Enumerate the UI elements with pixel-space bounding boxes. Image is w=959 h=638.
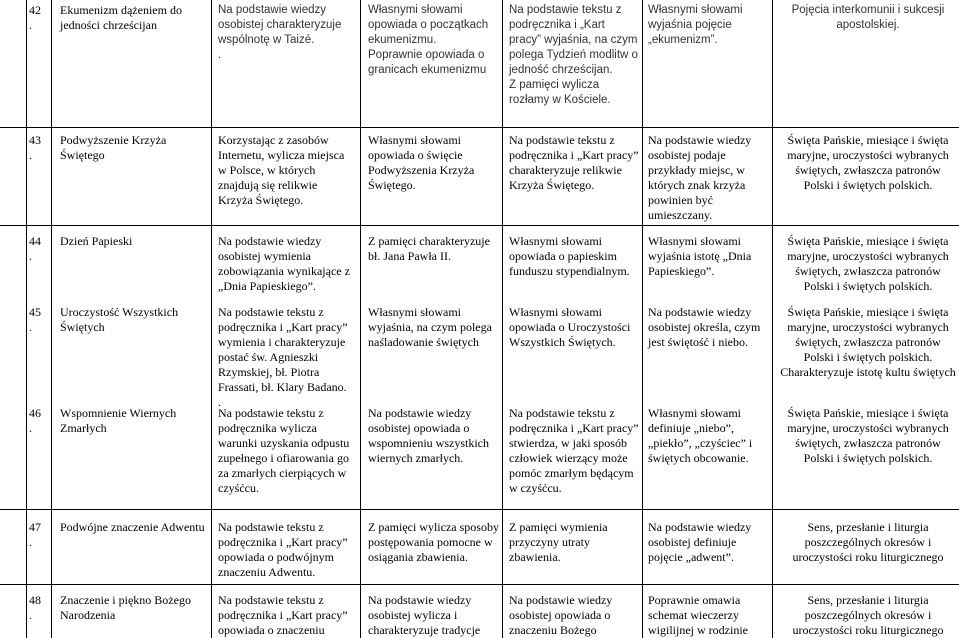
requirement-cell: Na podstawie wiedzy osobistej wylicza i charakteryzuje tradycje: [368, 593, 481, 637]
row-divider: [0, 584, 959, 585]
requirement-cell: Na podstawie tekstu z podręcznika i „Kart pracy” wymienia i charakteryzuje postać św. Agnieszki Rzymskiej, bł. Piotra Frassati, bł. Klary Badano. .: [218, 305, 348, 409]
requirement-cell: Własnymi słowami opowiada o początkach ekumenizmu. Poprawnie opowiada o granicach ekumenizmu: [368, 4, 489, 76]
requirement-cell: Własnymi słowami wyjaśnia, na czym polega naśladowanie świętych: [368, 305, 492, 349]
requirement-cell: Na podstawie wiedzy osobistej opowiada o wspomnieniu wszystkich wiernych zmarłych.: [368, 406, 489, 465]
requirement-cell: Na podstawie wiedzy osobistej określa, czym jest świętość i niebo.: [648, 305, 761, 349]
column-divider: [51, 0, 52, 638]
requirement-cell: Własnymi słowami opowiada o święcie Podwyższenia Krzyża Świętego.: [368, 133, 475, 192]
requirement-cell: Własnymi słowami opowiada o papieskim funduszu stypendialnym.: [509, 234, 630, 278]
requirement-cell: Na podstawie wiedzy osobistej podaje przykłady miejsc, w których znak krzyża powinien być umieszczany.: [648, 133, 752, 222]
column-divider: [26, 0, 27, 638]
lesson-number: 47 .: [29, 520, 41, 549]
requirement-cell: Z pamięci wymienia przyczyny utraty zbawienia.: [509, 520, 608, 564]
requirement-cell: Na podstawie wiedzy osobistej charakteryzuje wspólnotę w Taizé. .: [218, 4, 342, 61]
column-divider: [211, 0, 212, 638]
column-divider: [360, 0, 361, 638]
curriculum-content-cell: Święta Pańskie, miesiące i święta maryjne, uroczystości wybranych świętych, zwłaszcza patronów Polski i świętych polskich. Charakteryzuje istotę kultu świętych: [780, 305, 956, 379]
requirement-cell: Własnymi słowami wyjaśnia pojęcie „ekumenizm”.: [648, 4, 743, 46]
requirement-cell: Własnymi słowami opowiada o Uroczystości Wszystkich Świętych.: [509, 305, 631, 349]
lesson-topic: Podwyższenie Krzyża Świętego: [60, 133, 167, 162]
requirement-cell: Na podstawie tekstu z podręcznika i „Kart pracy” stwierdza, w jaki sposób człowiek wierzący może pomóc zmarłym będącym w czyśćcu.: [509, 406, 639, 495]
lesson-topic: Ekumenizm dążeniem do jedności chrześcijan: [60, 3, 182, 32]
lesson-number: 42 .: [29, 3, 41, 32]
requirement-cell: Poprawnie omawia schemat wieczerzy wigilijnej w rodzinie: [648, 593, 748, 637]
curriculum-content-cell: Święta Pańskie, miesiące i święta maryjne, uroczystości wybranych świętych, zwłaszcza patronów Polski i świętych polskich.: [787, 133, 949, 192]
requirement-cell: Na podstawie wiedzy osobistej opowiada o znaczeniu Bożego: [509, 593, 613, 637]
curriculum-content-cell: Sens, przesłanie i liturgia poszczególnych okresów i uroczystości roku liturgicznego: [792, 520, 944, 564]
requirement-cell: Własnymi słowami wyjaśnia istotę „Dnia Papieskiego”.: [648, 234, 752, 278]
lesson-number: 48 .: [29, 593, 41, 622]
column-divider: [642, 0, 643, 638]
requirement-cell: Korzystając z zasobów Internetu, wylicza miejsca w Polsce, w których znajdują się relikwie Krzyża Świętego.: [218, 133, 345, 207]
lesson-topic: Wspomnienie Wiernych Zmarłych: [60, 406, 177, 435]
lesson-topic: Znaczenie i piękno Bożego Narodzenia: [60, 593, 191, 622]
requirement-cell: Z pamięci charakteryzuje bł. Jana Pawła II.: [368, 234, 490, 263]
curriculum-content-cell: Święta Pańskie, miesiące i święta maryjne, uroczystości wybranych świętych, zwłaszcza patronów Polski i świętych polskich.: [787, 234, 949, 293]
requirement-cell: Z pamięci wylicza sposoby postępowania pomocne w osiągania zbawienia.: [368, 520, 499, 564]
curriculum-content-cell: Sens, przesłanie i liturgia poszczególnych okresów i uroczystości roku liturgicznego: [792, 593, 944, 637]
lesson-number: 45 .: [29, 305, 41, 334]
lesson-number: 44 .: [29, 234, 41, 263]
column-divider: [772, 0, 773, 638]
row-divider: [0, 225, 959, 226]
column-divider: [502, 0, 503, 638]
requirement-cell: Na podstawie tekstu z podręcznika i „Kart pracy” wyjaśnia, na czym polega Tydzień modlitw o jedność chrześcijan. Z pamięci wylicza rozłamy w Kościele.: [509, 4, 638, 106]
lesson-topic: Podwójne znaczenie Adwentu: [60, 520, 205, 534]
requirement-cell: Na podstawie tekstu z podręcznika i „Kart pracy” opowiada o podwójnym znaczeniu Adwentu.: [218, 520, 348, 579]
lesson-number: 46 .: [29, 406, 41, 435]
requirement-cell: Na podstawie tekstu z podręcznika i „Kart pracy” charakteryzuje relikwie Krzyża Świętego.: [509, 133, 639, 192]
lesson-topic: Dzień Papieski: [60, 234, 133, 248]
requirement-cell: Na podstawie tekstu z podręcznika i „Kart pracy” opowiada o znaczeniu: [218, 593, 348, 637]
lesson-topic: Uroczystość Wszystkich Świętych: [60, 305, 179, 334]
curriculum-content-cell: Pojęcia interkomunii i sukcesji apostolskiej.: [791, 4, 945, 31]
row-divider: [0, 509, 959, 510]
curriculum-content-cell: Święta Pańskie, miesiące i święta maryjne, uroczystości wybranych świętych, zwłaszcza patronów Polski i świętych polskich.: [787, 406, 949, 465]
row-divider: [0, 127, 959, 128]
requirement-cell: Na podstawie wiedzy osobistej definiuje pojęcie „adwent”.: [648, 520, 752, 564]
requirement-cell: Na podstawie wiedzy osobistej wymienia zobowiązania wynikające z „Dnia Papieskiego”.: [218, 234, 350, 293]
lesson-number: 43 .: [29, 133, 41, 162]
requirement-cell: Na podstawie tekstu z podręcznika wylicza warunki uzyskania odpustu zupełnego i ofiarowania go za zmarłych cierpiących w czyśćcu.: [218, 406, 350, 495]
requirement-cell: Własnymi słowami definiuje „niebo”, „piekło”, „czyściec” i świętych obcowanie.: [648, 406, 753, 465]
